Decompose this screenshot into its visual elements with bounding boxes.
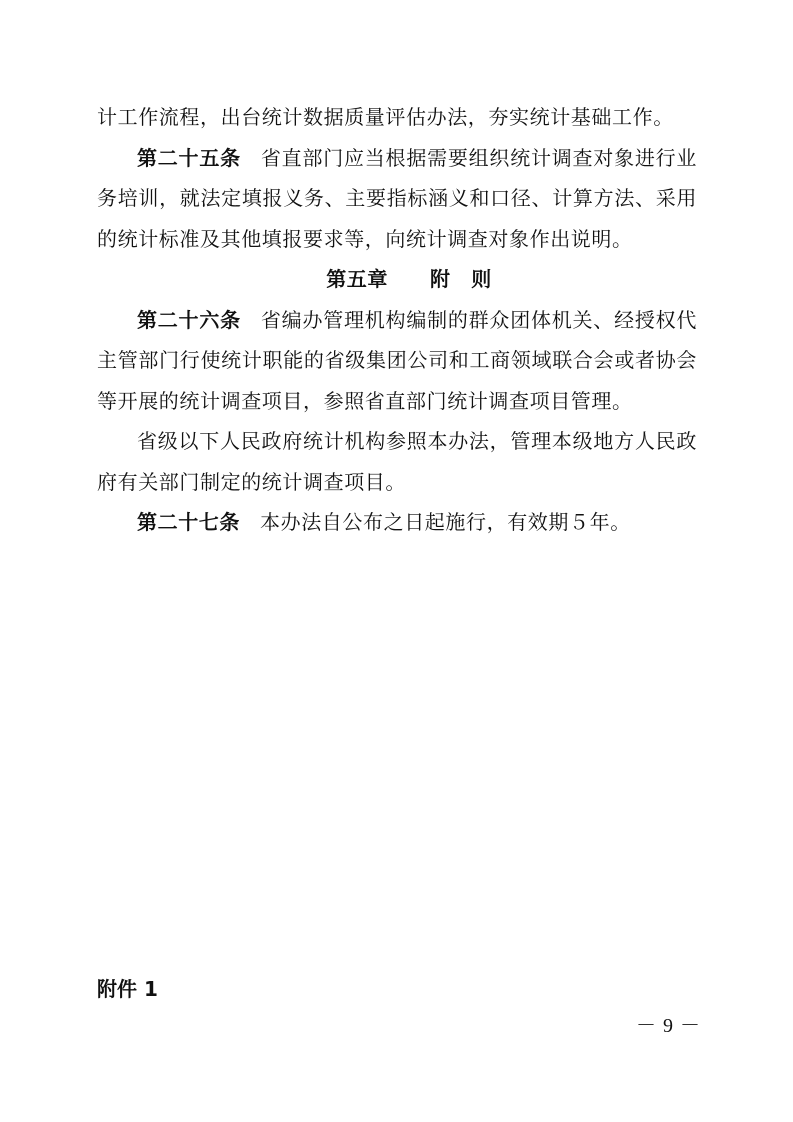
article-26-second-paragraph: 省级以下人民政府统计机构参照本办法，管理本级地方人民政府有关部门制定的统计调查项目。 [97,429,697,494]
page-number: － 9 － [636,1015,701,1037]
article-25-paragraph [97,138,697,260]
attachment-label: 附件 1 [97,977,158,1001]
chapter-5-number: 第五章 [326,267,388,291]
document-body [97,97,697,543]
article-25-text: 省直部门应当根据需要组织统计调查对象进行业务培训，就法定填报义务、主要指标涵义和口径、计算方法、采用的统计标准及其他填报要求等，向统计调查对象作出说明。 [97,145,698,251]
article-26-text: 省编办管理机构编制的群众团体机关、经授权代主管部门行使统计职能的省级集团公司和工商领域联合会或者协会等开展的统计调查项目，参照省直部门统计调查项目管理。 [97,307,698,413]
chapter-5-heading [97,259,697,300]
article-26-paragraph [97,300,697,422]
article-26-number: 第二十六条 [137,307,241,332]
article-27-text: 本办法自公布之日起施行，有效期５年。 [260,510,631,534]
article-27-paragraph [97,502,697,543]
chapter-5-title: 附 则 [430,267,492,291]
article-27-number: 第二十七条 [137,510,240,534]
article-25-number: 第二十五条 [137,145,241,170]
continuation-paragraph: 计工作流程，出台统计数据质量评估办法，夯实统计基础工作。 [97,105,674,129]
